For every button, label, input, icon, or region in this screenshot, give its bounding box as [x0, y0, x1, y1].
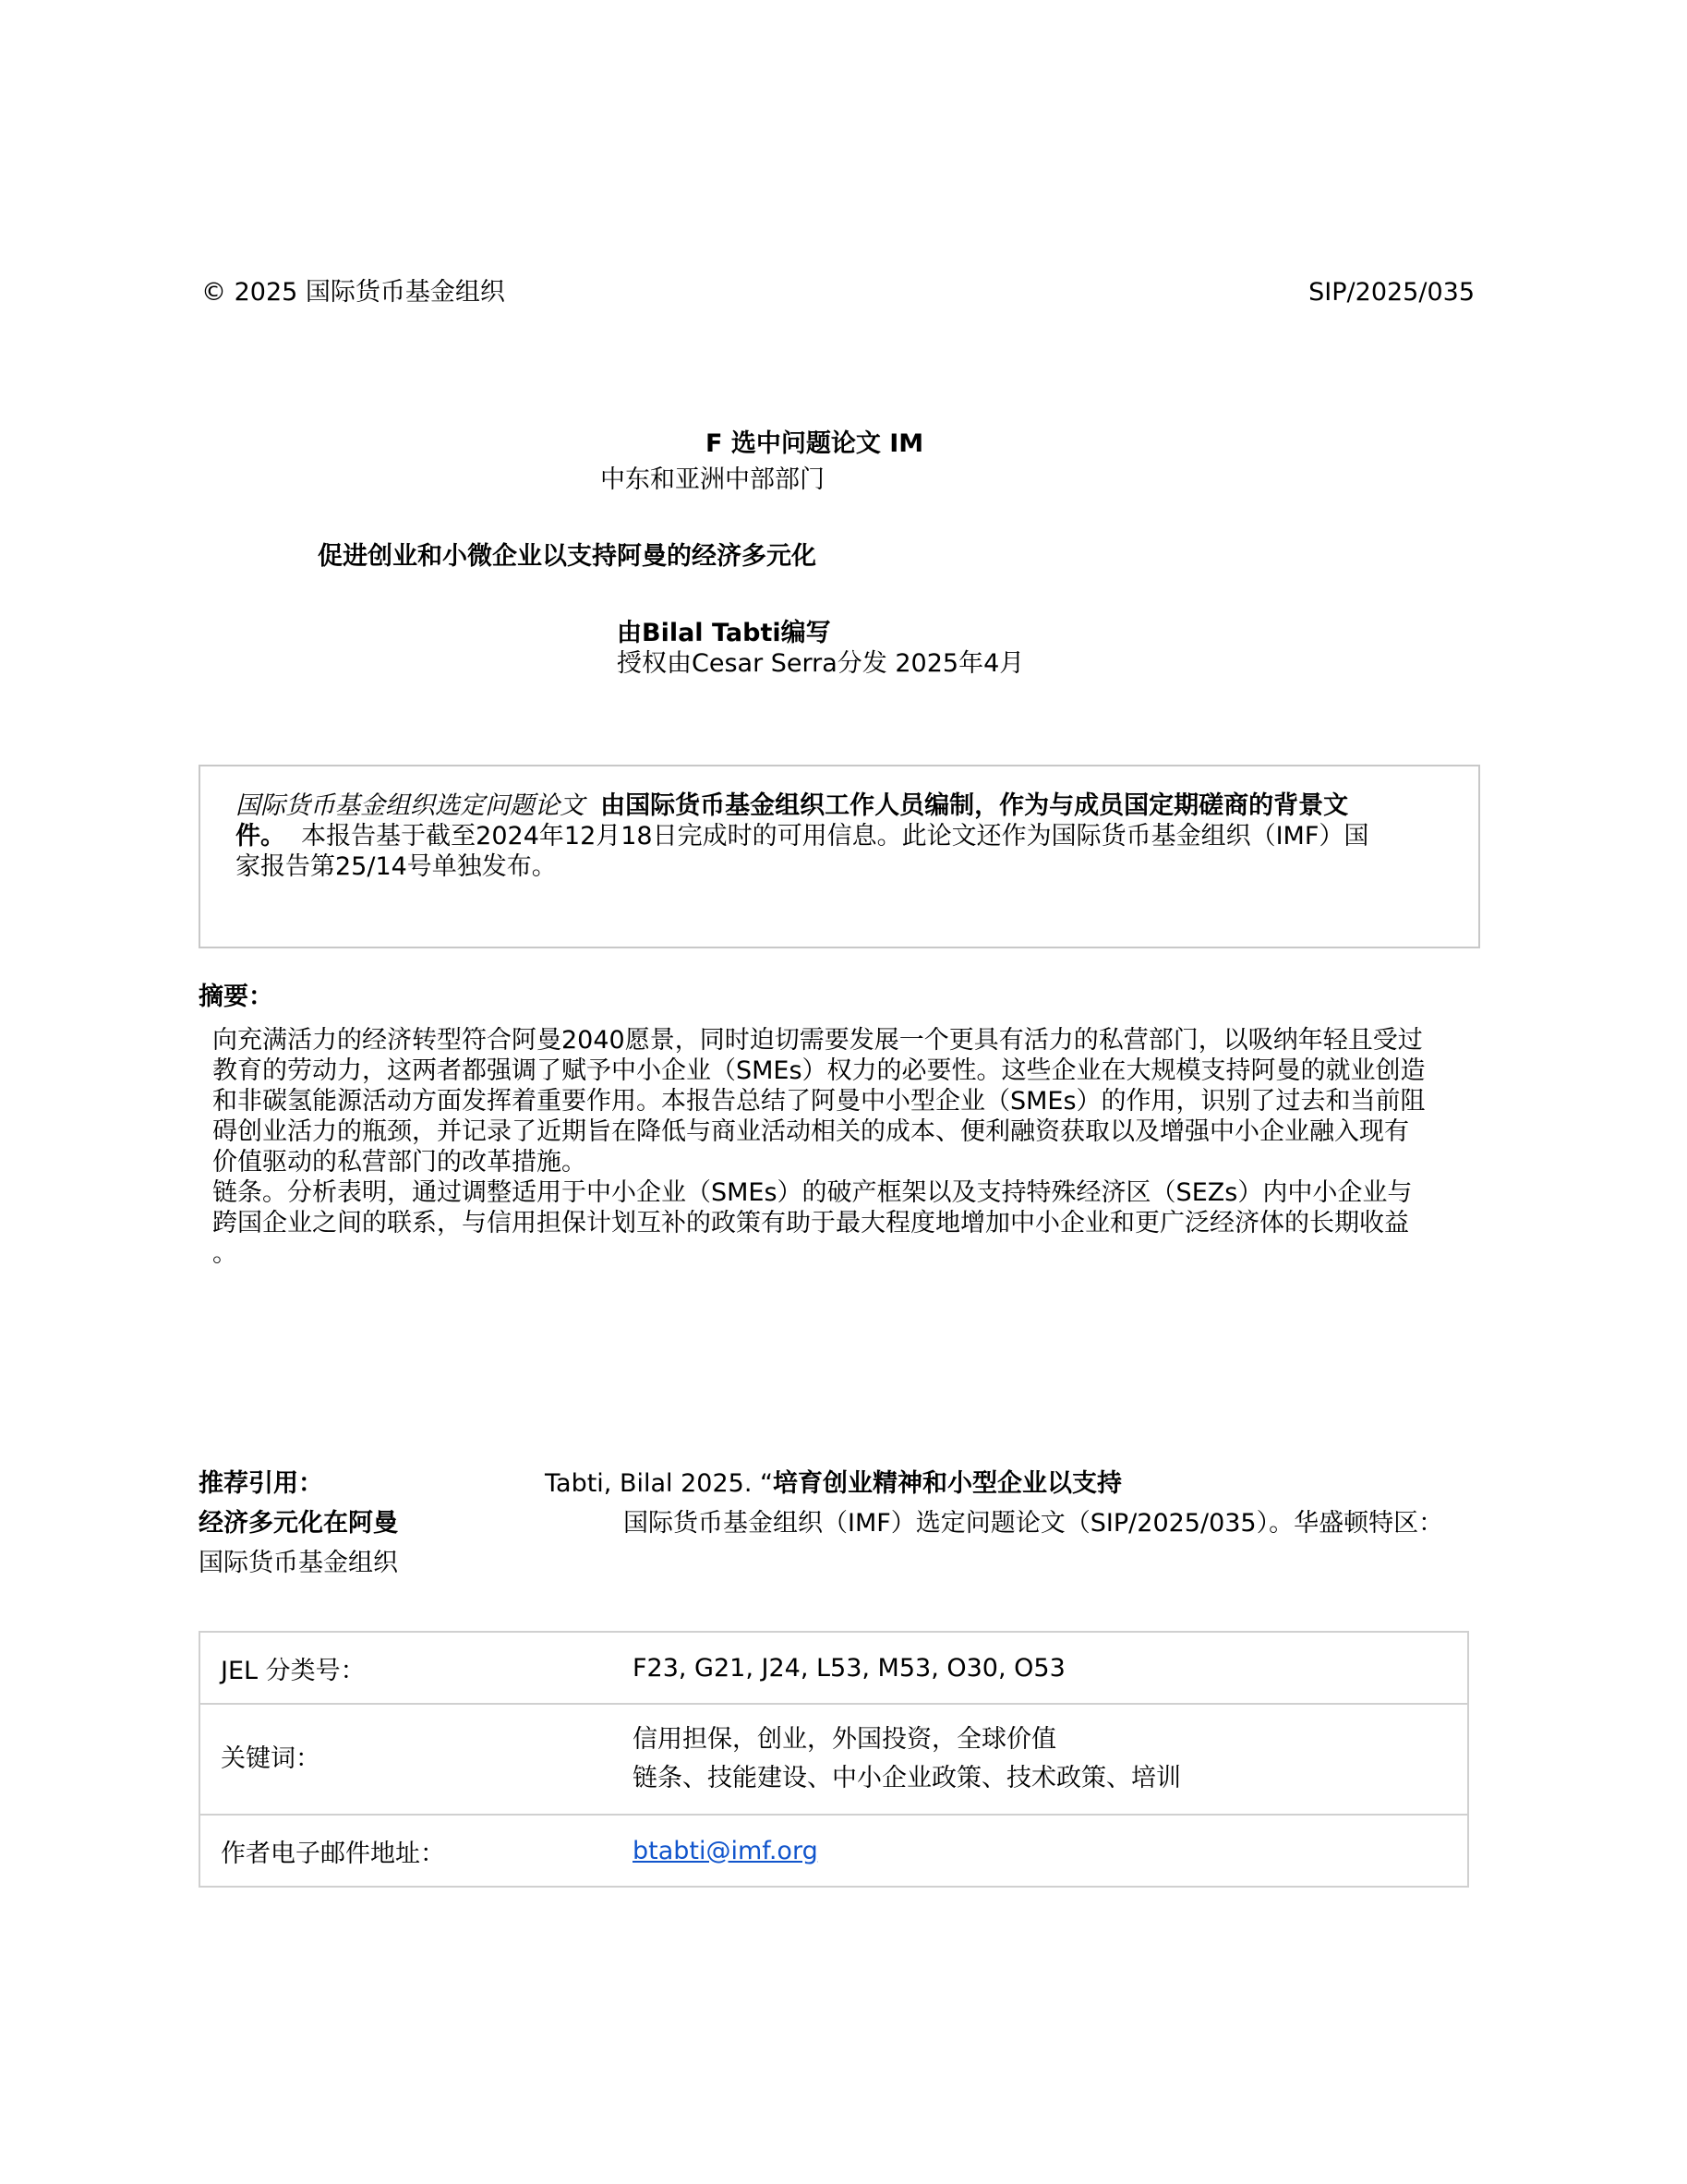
- notice-bold-part-end: 件。: [235, 822, 285, 851]
- notice-text: [235, 790, 1427, 882]
- jel-value: F23, G21, J24, L53, M53, O30, O53: [633, 1632, 1468, 1704]
- abstract-body: [212, 1025, 1496, 1269]
- abstract-line: 和非碳氢能源活动方面发挥着重要作用。本报告总结了阿曼中小型企业（SMEs）的作用，识别了过去和当前阻: [212, 1087, 1426, 1116]
- notice-italic-part: 国际货币基金组织选定问题论文: [235, 791, 584, 820]
- abstract-line: 价值驱动的私营部门的改革措施。: [212, 1148, 586, 1176]
- author-line: 由Bilal Tabti编写: [617, 619, 831, 647]
- citation-title-cont: 经济多元化在阿曼: [199, 1509, 398, 1538]
- keywords-line-1: 信用担保，创业，外国投资，全球价值: [633, 1725, 1056, 1754]
- series-number: SIP/2025/035: [1308, 278, 1475, 307]
- table-row: [199, 1704, 1468, 1815]
- notice-line-3: 家报告第25/14号单独发布。: [235, 852, 557, 881]
- abstract-label: 摘要：: [199, 983, 273, 1011]
- notice-bold-part: 由国际货币基金组织工作人员编制，作为与成员国定期磋商的背景文: [600, 791, 1349, 820]
- table-row: [199, 1632, 1468, 1704]
- citation-label: 推荐引用：: [199, 1469, 323, 1498]
- notice-line-2: [235, 821, 1427, 851]
- notice-normal-part: 本报告基于截至2024年12月18日完成时的可用信息。此论文还作为国际货币基金组织（IMF）国: [301, 822, 1369, 851]
- keywords-value: [633, 1704, 1468, 1815]
- abstract-line: 链条。分析表明，通过调整适用于中小企业（SMEs）的破产框架以及支持特殊经济区（SEZs）内中小企业与: [212, 1178, 1413, 1207]
- keywords-line-2: 链条、技能建设、中小企业政策、技术政策、培训: [633, 1764, 1181, 1792]
- paper-title: 促进创业和小微企业以支持阿曼的经济多元化: [318, 542, 816, 571]
- citation-prefix: Tabti, Bilal 2025. “: [545, 1469, 773, 1498]
- abstract-line: 向充满活力的经济转型符合阿曼2040愿景，同时迫切需要发展一个更具有活力的私营部门，以吸纳年轻且受过: [212, 1026, 1423, 1055]
- abstract-line: 碍创业活力的瓶颈，并记录了近期旨在降低与商业活动相关的成本、便利融资获取以及增强中小企业融入现有: [212, 1117, 1409, 1146]
- jel-label: JEL 分类号：: [199, 1632, 633, 1704]
- author-email-link[interactable]: btabti@imf.org: [633, 1836, 818, 1865]
- table-row: [199, 1815, 1468, 1887]
- notice-line-1: [235, 790, 1427, 821]
- authorization-line: 授权由Cesar Serra分发 2025年4月: [617, 649, 1025, 678]
- citation-line-1: [545, 1468, 1122, 1499]
- department-name: 中东和亚洲中部部门: [600, 465, 825, 494]
- info-table: [199, 1631, 1469, 1888]
- abstract-line: 跨国企业之间的联系，与信用担保计划互补的政策有助于最大程度地增加中小企业和更广泛经济体的长期收益: [212, 1209, 1409, 1237]
- series-title: F 选中问题论文 IM: [705, 429, 924, 458]
- keywords-label: 关键词：: [199, 1704, 633, 1815]
- citation-publisher: 国际货币基金组织（IMF）选定问题论文（SIP/2025/035）。华盛顿特区：: [623, 1509, 1444, 1538]
- citation-title-part: 培育创业精神和小型企业以支持: [772, 1469, 1122, 1498]
- email-cell: [633, 1815, 1468, 1887]
- email-label: 作者电子邮件地址：: [199, 1815, 633, 1887]
- abstract-line: 教育的劳动力，这两者都强调了赋予中小企业（SMEs）权力的必要性。这些企业在大规模支持阿曼的就业创造: [212, 1056, 1426, 1085]
- abstract-line: 。: [212, 1239, 237, 1268]
- citation-organization: 国际货币基金组织: [199, 1549, 398, 1577]
- copyright-notice: © 2025 国际货币基金组织: [201, 278, 505, 307]
